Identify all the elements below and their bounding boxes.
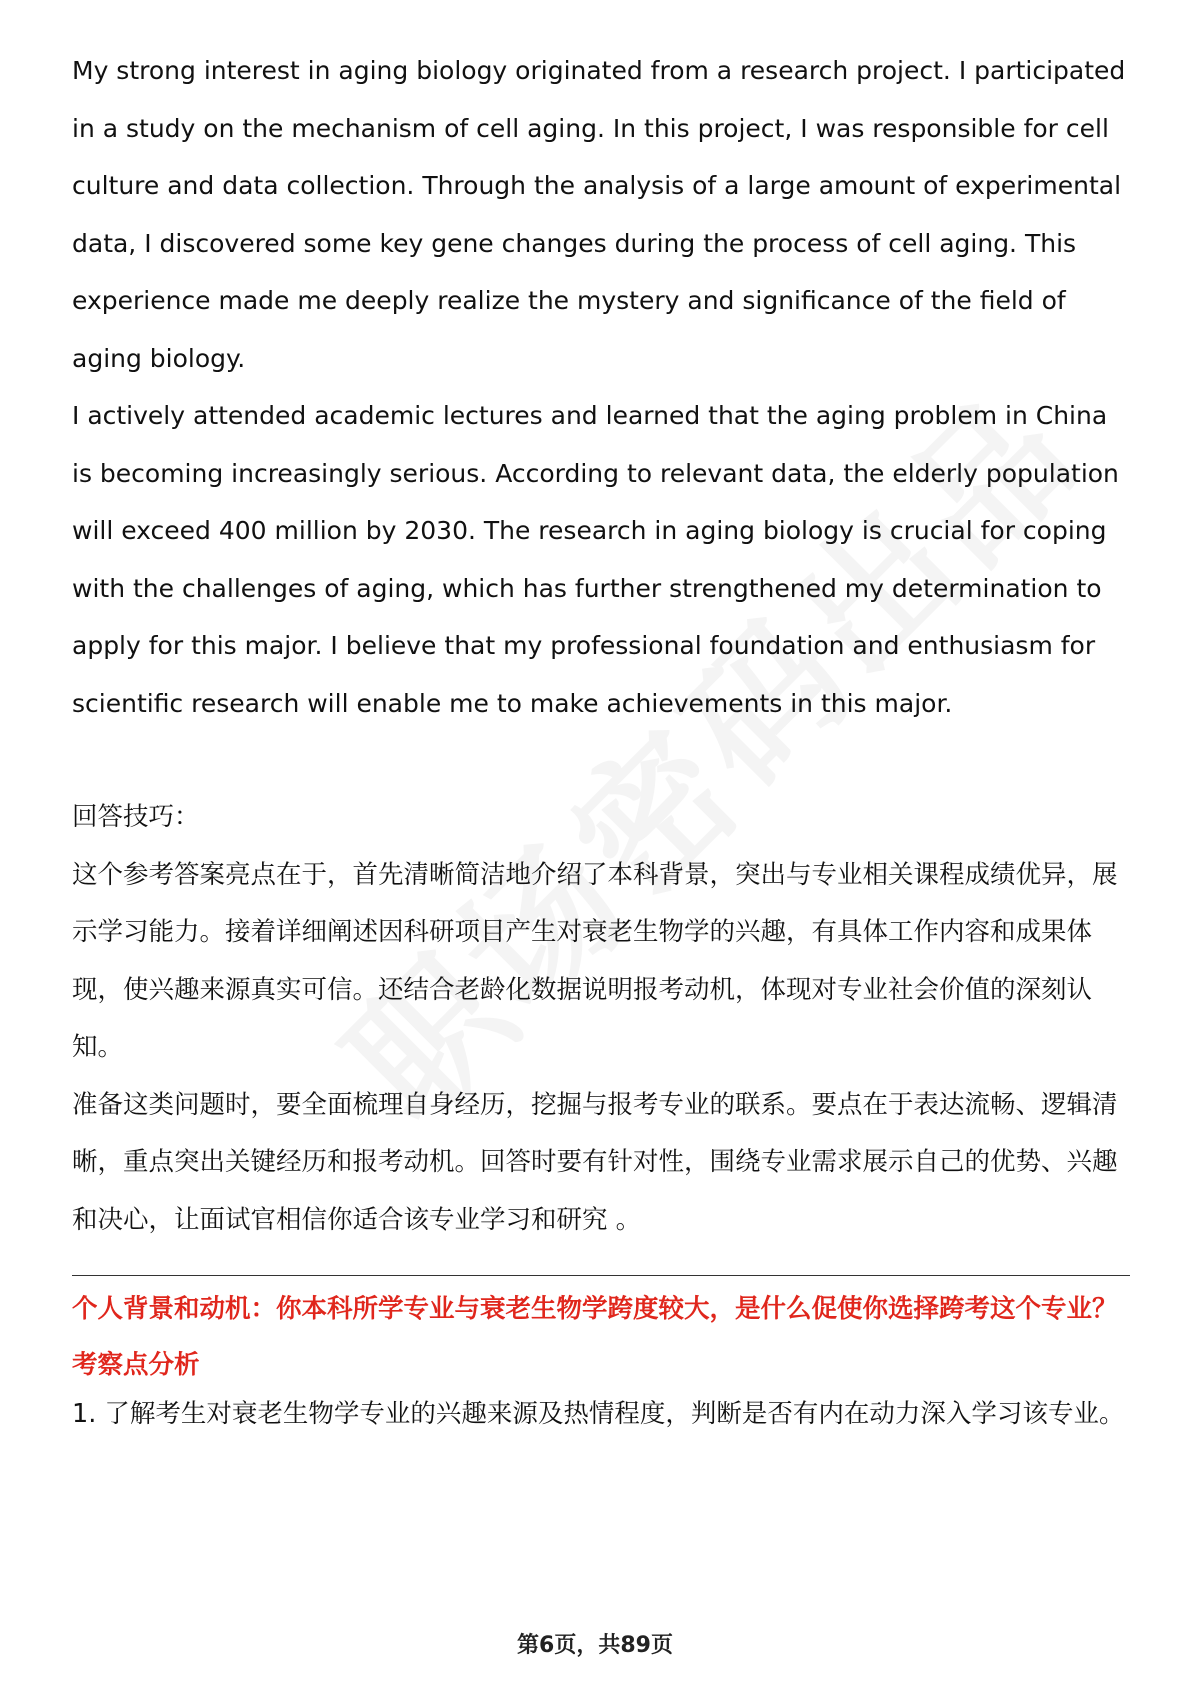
page-number: 第6页，共89页 — [517, 1633, 673, 1658]
analysis-point-1: 1. 了解考生对衰老生物学专业的兴趣来源及热情程度，判断是否有内在动力深入学习该专业。 — [72, 1399, 1125, 1429]
tips-heading: 回答技巧： — [72, 802, 200, 832]
section-divider — [72, 1275, 1130, 1276]
page-content — [72, 42, 1130, 1444]
spacer — [72, 732, 1130, 789]
question-heading: 个人背景和动机：你本科所学专业与衰老生物学跨度较大，是什么促使你选择跨考这个专业？ — [72, 1294, 1118, 1324]
english-paragraph-1: My strong interest in aging biology originated from a research project. I participated in a study on the mechanism of cell aging. In this project, I was responsible for cell culture and data collection. Through the analysis of a large amount of experimental data, I discovered some key gene changes during the process of cell aging. This experience made me deeply realize the mystery and significance of the field of aging biology. — [72, 56, 1126, 373]
analysis-heading: 考察点分析 — [72, 1350, 200, 1380]
tips-paragraph-2: 准备这类问题时，要全面梳理自身经历，挖掘与报考专业的联系。要点在于表达流畅、逻辑清晰，重点突出关键经历和报考动机。回答时要有针对性，围绕专业需求展示自己的优势、兴趣和决心，让面试官相信你适合该专业学习和研究 。 — [72, 1089, 1118, 1235]
english-paragraph-2: I actively attended academic lectures and learned that the aging problem in China is becoming increasingly serious. According to relevant data, the elderly population will exceed 400 million by 2030. The research in aging biology is crucial for coping with the challenges of aging, which has further strengthened my determination to apply for this major. I believe that my professional foundation and enthusiasm for scientific research will enable me to make achievements in this major. — [72, 401, 1119, 718]
tips-paragraph-1: 这个参考答案亮点在于，首先清晰简洁地介绍了本科背景，突出与专业相关课程成绩优异，展示学习能力。接着详细阐述因科研项目产生对衰老生物学的兴趣，有具体工作内容和成果体现，使兴趣来源真实可信。还结合老龄化数据说明报考动机，体现对专业社会价值的深刻认知。 — [72, 859, 1118, 1062]
